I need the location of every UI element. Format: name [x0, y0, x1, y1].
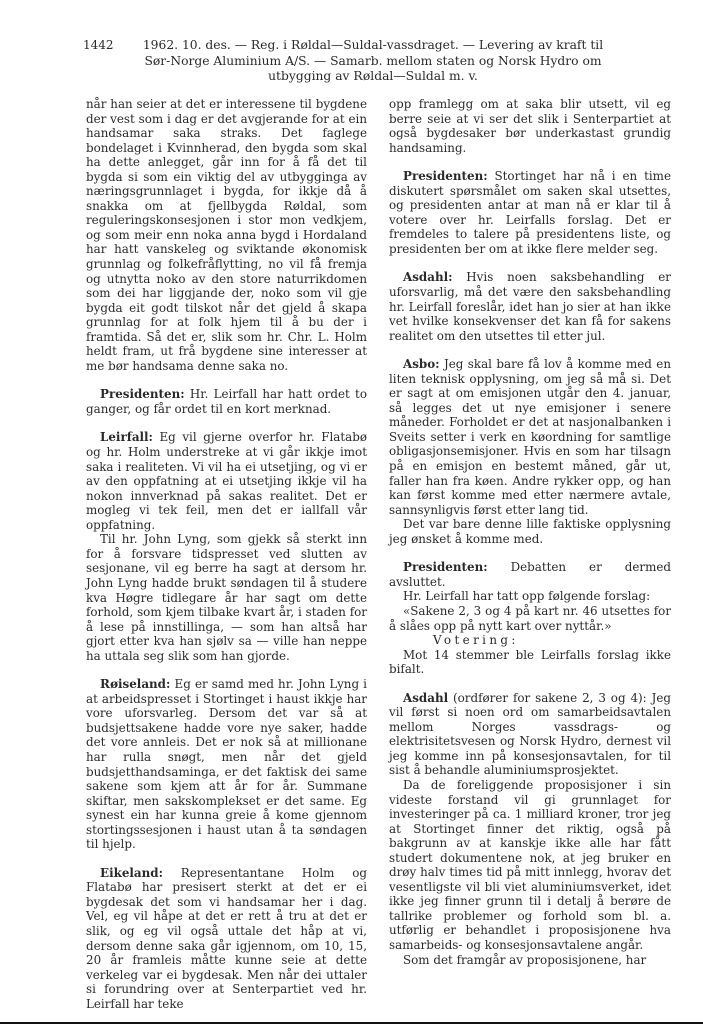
running-title-line-2: Sør-Norge Aluminium A/S. — Samarb. mellom staten og Norsk Hydro om — [144, 53, 602, 68]
page-header — [0, 38, 703, 86]
right-column — [389, 97, 671, 967]
speech-text: Hvis noen saksbehandling er uforsvarlig, må det være den saksbehandling hr. Leirfall foreslår, idet han jo sier at han ikke vet hvilke konsekvenser det kan få for sakens realitet om den utsettes til etter jul. — [389, 270, 671, 343]
speech-text: Stortinget har nå i en time diskutert spørsmålet om saken skal utsettes, og presidenten antar at man nå er klar til å votere over hr. Leirfalls forslag. Det er fremdeles to talere på presidentens liste, og presidenten ber om at ikke flere melder seg. — [389, 169, 671, 256]
running-title-line-1: 1962. 10. des. — Reg. i Røldal—Suldal-vassdraget. — Levering av kraft til — [142, 38, 604, 52]
paragraph: Da de foreliggende proposisjoner i sin videste forstand vil gi grunnlaget for investeringer på ca. 1 milliard kroner, tror jeg at Stortinget finner det riktig, også på bakgrunn av at kanskje ikke alle har fått studert dokumentene nok, at jeg bruker en drøy halv times tid på mitt innlegg, hvorav det vesentligste vil bli viet aluminiumsverket, idet ikke jeg finner grunn til i detalj å berøre de tallrike problemer og forhold som bl. a. utførlig er behandlet i proposisjonene hva samarbeids- og konsesjonsavtalene angår. — [389, 777, 671, 952]
speech-text: Eg vil gjerne overfor hr. Flatabø og hr. Holm understreke at vi går ikkje imot saka i realiteten. Vi vil ha ei utsetjing, og vi er av den oppfatning at ei utsetjing ikkje vil ha nokon innverknad på sakas realitet. Det er mogleg vi tek feil, men det er iallfall vår oppfatning. — [86, 430, 367, 532]
speech-presidenten-closing — [389, 560, 671, 589]
speech-asdahl-rapporteur — [389, 691, 671, 778]
running-title — [138, 38, 608, 85]
proposal-quote: «Sakene 2, 3 og 4 på kart nr. 46 utsettes for å slåes opp på nytt kart over nyttår.» — [389, 603, 671, 633]
paragraph-continuation: når han seier at det er interessene til bygdene der vest som i dag er det avgjerande for at ein handsamar saka straks. Det faglege bondelaget i Kvinnherad, den bygda som skal ha dette anlegget, går inn for å få det til bygda si som ein viktig del av utbygginga av næringsgrunnlaget i bygda, for ikkje då å snakka om at fjellbygda Røldal, som reguleringskonsesjonen i stor mon vedkjem, og som meir enn noka anna bygd i Hordaland har hatt vanskeleg og sviktande økonomisk grunnlag og folkefråflytting, no vil få fremja og utnytta noko av den store naturrikdomen som dei har liggjande der, noko som vil gje bygda eit godt tilskot når det gjeld å skapa grunnlag for at folk hjem til å bu der i framtida. Så det er, slik som hr. Chr. L. Holm heldt fram, ut frå bygdene sine interesser at me bør handsama denne saka no. — [86, 97, 367, 373]
left-column — [86, 97, 367, 1011]
paragraph: Hr. Leirfall har tatt opp følgende forslag: — [403, 589, 651, 604]
speaker-name: Presidenten: — [403, 169, 488, 184]
paragraph-continuation: opp framlegg om at saka blir utsett, vil eg berre seie at vi ser det slik i Senterpartiet at også bygdesaker bør underkastast grundig handsaming. — [389, 97, 671, 155]
speaker-name: Asdahl: — [403, 270, 453, 285]
paragraph: Som det framgår av proposisjonene, har — [403, 952, 647, 967]
speech-leirfall — [86, 430, 367, 532]
speech-text: Eg er samd med hr. John Lyng i at arbeidspresset i Stortinget i haust ikkje har vore uforsvarleg. Dersom det var så at budsjettsakene hadde vore nye saker, hadde det vore annleis. Det er nok så at millionane har rulla snøgt, men når det gjeld budsjetthandsaminga, er det faktisk dei same sakene som kjem att år for år. Summane skiftar, men sakskomplekset er det same. Eg synest ein har kunna greie å kome gjennom stortingssesjonen i haust utan å ta søndagen til hjelp. — [86, 677, 367, 852]
speaker-name: Presidenten: — [403, 560, 488, 575]
page-number: 1442 — [83, 38, 114, 52]
speech-presidenten — [86, 387, 367, 416]
speech-text: Hr. Leirfall har hatt ordet to ganger, og får ordet til en kort merknad. — [86, 387, 367, 416]
speaker-name: Presidenten: — [100, 387, 185, 402]
speaker-name: Asbo: — [403, 357, 440, 372]
speaker-name: Asdahl — [403, 690, 449, 705]
speech-text: Debatten er dermed avsluttet. — [389, 560, 671, 589]
speech-asdahl — [389, 270, 671, 343]
speech-presidenten — [389, 169, 671, 256]
speaker-name: Røiseland: — [100, 677, 171, 692]
speech-roiseland — [86, 677, 367, 852]
speech-asbo — [389, 357, 671, 517]
speech-eikeland — [86, 866, 367, 1011]
speaker-name: Leirfall: — [100, 430, 153, 445]
paragraph: Til hr. John Lyng, som gjekk så sterkt inn for å forsvare tidspresset ved slutten av sesjonane, vil eg berre ha sagt at dersom hr. John Lyng hadde brukt søndagen til å studere kva Høgre tidlegare år har sagt om dette forhold, som kjem tilbake kvart år, i staden for å lese på innstillinga, — som han altså har gjort etter kva han sjølv sa — ville han neppe ha uttala seg slik som han gjorde. — [86, 532, 367, 663]
vote-result: Mot 14 stemmer ble Leirfalls forslag ikke bifalt. — [389, 647, 671, 677]
speech-text: (ordfører for sakene 2, 3 og 4): Jeg vil først si noen ord om samarbeidsavtalen mellom Norges vassdrags- og elektrisitetsvesen og Norsk Hydro, dernest vil jeg komme inn på konsesjonsavtalen, for til sist å behandle aluminiumsprosjektet. — [389, 690, 671, 778]
speaker-name: Eikeland: — [100, 865, 163, 880]
paragraph: Det var bare denne lille faktiske opplysning jeg ønsket å komme med. — [389, 517, 671, 546]
speech-text: Jeg skal bare få lov å komme med en liten teknisk opplysning, om jeg så må si. Det er sagt at om emisjonen utgår den 4. januar, så legges det ut nye emisjoner i senere måneder. Forholdet er det at nasjonalbanken i Sveits setter i verk en køordning for samtlige obligasjonsemisjoner. Hvis en som har tilsagn på en emisjon en bestemt måned, går ut, faller han fra køen. Andre rykker opp, og han kan først komme med etter nærmere avtale, sannsynligvis først etter lang tid. — [389, 357, 671, 517]
vote-heading: Votering: — [433, 633, 519, 648]
speech-text: Representantane Holm og Flatabø har presisert sterkt at det er ei bygdesak det som vi handsamar her i dag. Vel, eg vil håpe at det er rett å tru at det er slik, og eg vil også uttale det håp at vi, dersom denne saka går igjennom, om 10, 15, 20 år framleis måtte kunne seie at dette verkeleg var ei bygdesak. Men når dei uttaler si forundring over at Senterpartiet ved hr. Leirfall har teke — [86, 865, 367, 1011]
running-title-line-3: utbygging av Røldal—Suldal m. v. — [268, 69, 478, 83]
